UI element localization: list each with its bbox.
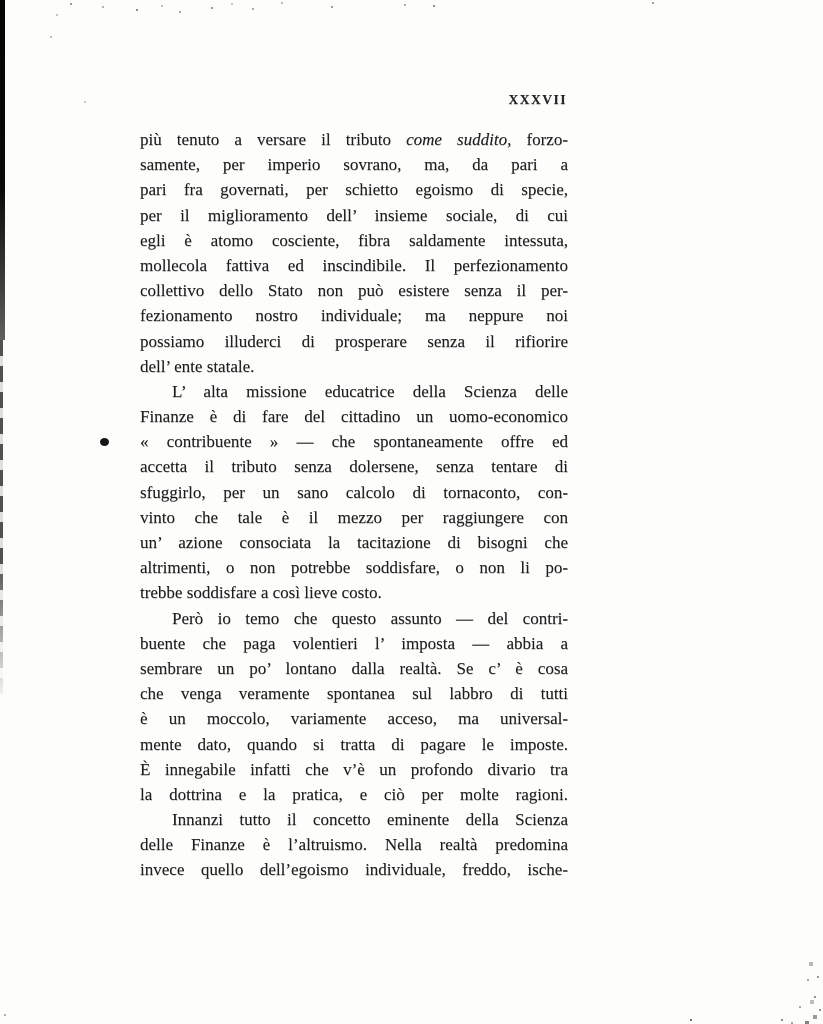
text-line [140, 555, 568, 580]
text-segment: un’ azione consociata la tacitazione di bisogni che [140, 533, 568, 552]
text-segment: sembrare un po’ lontano dalla realtà. Se c’ è cosa [140, 658, 568, 678]
text-segment: vinto che tale è il mezzo per raggiungere con [140, 507, 568, 527]
text-line [140, 329, 568, 354]
text-segment: fezionamento nostro individuale; ma neppure noi [140, 306, 568, 326]
text-segment: samente, per imperio sovrano, ma, da pari a [140, 155, 568, 175]
text-line [140, 681, 568, 706]
text-line [140, 404, 568, 429]
text-segment: mollecola fattiva ed inscindibile. Il perfezionamento [140, 255, 568, 275]
page-number: XXXVII [508, 92, 567, 107]
text-segment: altrimenti, o non potrebbe soddisfare, o non li po- [140, 558, 568, 578]
text-segment: per il miglioramento dell’ insieme sociale, di cui [140, 205, 568, 225]
text-line [140, 782, 568, 807]
text-segment: collettivo dello Stato non può esistere senza il per- [140, 281, 568, 301]
text-segment: Però io temo che questo assunto — del contri- [172, 608, 568, 628]
text-segment: più tenuto a versare il tributo [140, 130, 407, 149]
text-segment: È innegabile infatti che v’è un profondo divario tra [140, 759, 568, 779]
text-line [140, 807, 568, 832]
text-line [140, 152, 568, 177]
text-line [140, 177, 568, 202]
text-segment: delle Finanze è l’altruismo. Nella realtà predomina [140, 835, 568, 855]
text-segment: egli è atomo cosciente, fibra saldamente intessuta, [140, 230, 568, 250]
text-line [140, 505, 568, 530]
text-segment: « contribuente » — che spontaneamente offre ed [140, 432, 568, 452]
text-line [140, 656, 568, 681]
text-segment: possiamo illuderci di prosperare senza il rifiorire [140, 331, 568, 351]
text-segment: buente che paga volentieri l’ imposta — abbia a [140, 633, 568, 653]
text-line [140, 757, 568, 782]
margin-bullet-mark [100, 438, 109, 446]
text-line [140, 303, 568, 328]
text-segment: forzo- [511, 130, 568, 149]
text-line [140, 253, 568, 278]
text-line [140, 530, 568, 555]
text-segment: accetta il tributo senza dolersene, senza tentare di [140, 457, 568, 477]
text-segment: sfuggirlo, per un sano calcolo di tornaconto, con- [140, 482, 568, 502]
text-line [140, 203, 568, 228]
scan-artifact-left-strip [0, 0, 5, 340]
scan-noise-speckles [0, 0, 2, 2]
text-line [140, 480, 568, 505]
text-line [140, 228, 568, 253]
text-line [140, 631, 568, 656]
text-line [140, 732, 568, 757]
text-line [140, 379, 568, 404]
text-segment: che venga veramente spontanea sul labbro di tutti [140, 684, 568, 704]
text-line [140, 278, 568, 303]
text-segment: pari fra governati, per schietto egoismo di specie, [140, 180, 568, 200]
text-segment: invece quello dell’egoismo individuale, freddo, ische- [140, 860, 568, 880]
text-block [140, 127, 568, 883]
text-line [140, 429, 568, 454]
text-segment: Innanzi tutto il concetto eminente della Scienza [172, 810, 568, 830]
text-line [140, 454, 568, 479]
text-segment: è un moccolo, variamente acceso, ma universal- [140, 709, 568, 729]
text-line [140, 606, 568, 631]
text-line [140, 706, 568, 731]
text-line [140, 857, 568, 882]
text-segment: mente dato, quando si tratta di pagare le imposte. [140, 734, 568, 754]
text-segment: L’ alta missione educatrice della Scienza delle [172, 381, 568, 401]
scan-artifact-left-strip-fade [0, 560, 6, 720]
text-line [140, 354, 568, 379]
italic-text-segment: come suddito, [406, 130, 512, 149]
text-line [140, 580, 568, 605]
text-line [140, 832, 568, 857]
text-line [140, 127, 568, 152]
text-segment: la dottrina e la pratica, e ciò per molte ragioni. [140, 784, 568, 804]
text-segment: trebbe soddisfare a così lieve costo. [140, 583, 382, 603]
text-segment: Finanze è di fare del cittadino un uomo-economico [140, 407, 568, 427]
text-segment: dell’ ente statale. [140, 356, 255, 376]
